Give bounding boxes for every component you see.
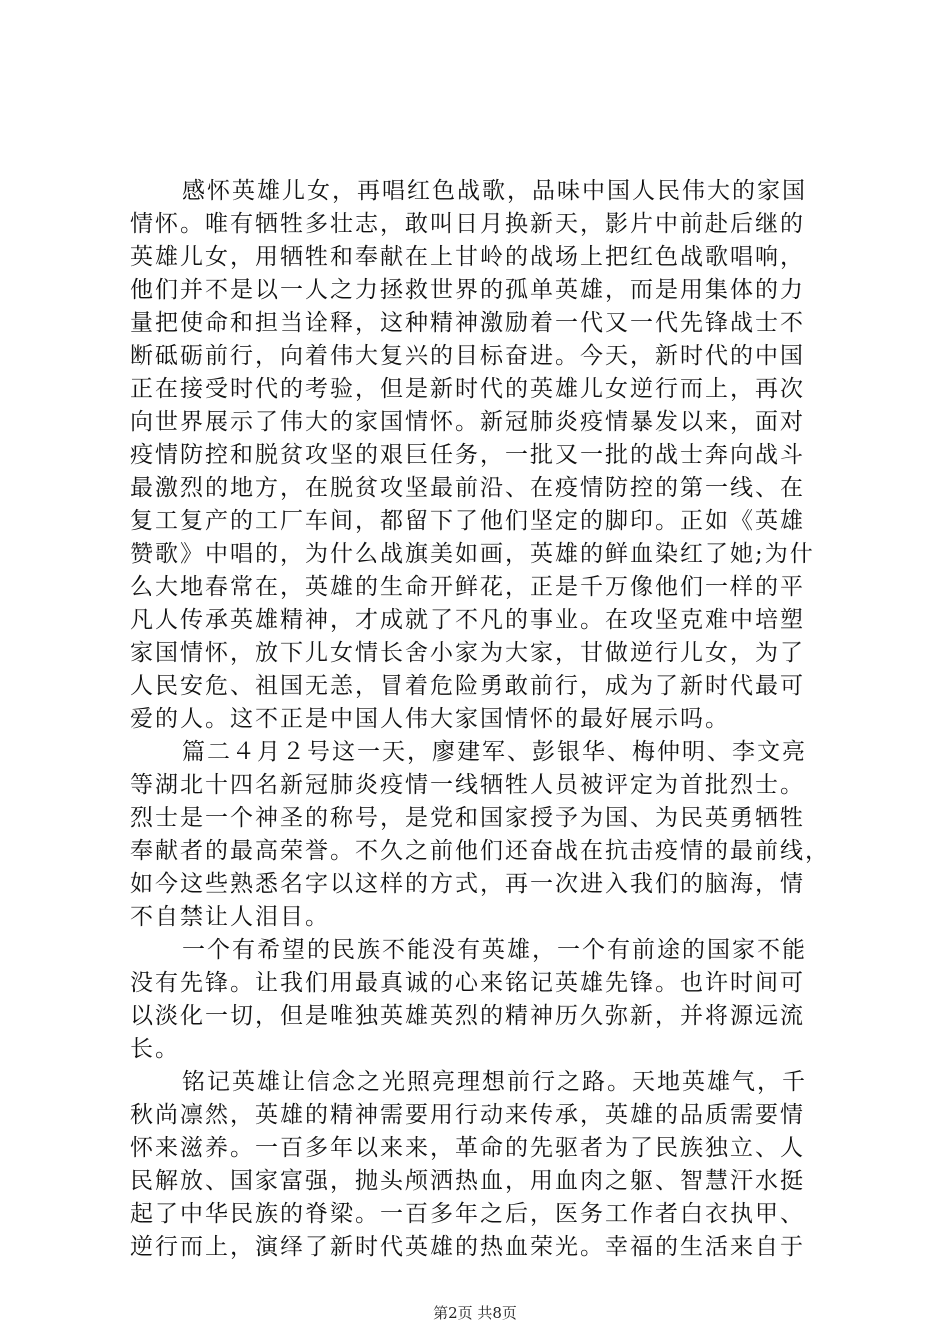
text-line: 断砥砺前行，向着伟大复兴的目标奋进。今天，新时代的中国 [130,343,805,369]
text-line: 量把使命和担当诠释，这种精神激励着一代又一代先锋战士不 [130,310,805,336]
text-line: 奉献者的最高荣誉。不久之前他们还奋战在抗击疫情的最前线， [130,838,830,864]
text-line: 感怀英雄儿女，再唱红色战歌，品味中国人民伟大的家国 [182,178,807,204]
text-line: 人民安危、祖国无恙，冒着危险勇敢前行，成为了新时代最可 [130,673,805,699]
text-line: 逆行而上，演绎了新时代英雄的热血荣光。幸福的生活来自于 [130,1234,805,1260]
text-line: 复工复产的工厂车间，都留下了他们坚定的脚印。正如《英雄 [130,508,805,534]
text-line: 如今这些熟悉名字以这样的方式，再一次进入我们的脑海，情 [130,871,805,897]
text-line: 怀来滋养。一百多年以来来，革命的先驱者为了民族独立、人 [130,1135,805,1161]
text-line: 以淡化一切，但是唯独英雄英烈的精神历久弥新，并将源远流 [130,1003,805,1029]
text-line: 不自禁让人泪目。 [130,904,330,930]
text-line: 正在接受时代的考验，但是新时代的英雄儿女逆行而上，再次 [130,376,805,402]
text-line: 英雄儿女，用牺牲和奉献在上甘岭的战场上把红色战歌唱响， [130,244,805,270]
text-line: 篇二４月２号这一天，廖建军、彭银华、梅仲明、李文亮 [182,739,807,765]
text-line: 么大地春常在，英雄的生命开鲜花，正是千万像他们一样的平 [130,574,805,600]
text-line: 起了中华民族的脊梁。一百多年之后，医务工作者白衣执甲、 [130,1201,805,1227]
text-line: 爱的人。这不正是中国人伟大家国情怀的最好展示吗。 [130,706,730,732]
text-line: 赞歌》中唱的，为什么战旗美如画，英雄的鲜血染红了她;为什 [130,541,815,567]
text-line: 等湖北十四名新冠肺炎疫情一线牺牲人员被评定为首批烈士。 [130,772,805,798]
text-line: 长。 [130,1036,180,1062]
text-line: 凡人传承英雄精神，才成就了不凡的事业。在攻坚克难中培塑 [130,607,805,633]
text-line: 最激烈的地方，在脱贫攻坚最前沿、在疫情防控的第一线、在 [130,475,805,501]
text-line: 铭记英雄让信念之光照亮理想前行之路。天地英雄气，千 [182,1069,807,1095]
text-line: 民解放、国家富强，抛头颅洒热血，用血肉之躯、智慧汗水挺 [130,1168,805,1194]
page-footer: 第2页 共8页 [433,1304,517,1322]
text-line: 情怀。唯有牺牲多壮志，敢叫日月换新天，影片中前赴后继的 [130,211,805,237]
text-line: 他们并不是以一人之力拯救世界的孤单英雄，而是用集体的力 [130,277,805,303]
text-line: 没有先锋。让我们用最真诚的心来铭记英雄先锋。也许时间可 [130,970,805,996]
text-line: 家国情怀，放下儿女情长舍小家为大家，甘做逆行儿女，为了 [130,640,805,666]
text-line: 烈士是一个神圣的称号，是党和国家授予为国、为民英勇牺牲 [130,805,805,831]
text-line: 疫情防控和脱贫攻坚的艰巨任务，一批又一批的战士奔向战斗 [130,442,805,468]
text-line: 向世界展示了伟大的家国情怀。新冠肺炎疫情暴发以来，面对 [130,409,805,435]
document-body [130,175,835,1264]
text-line: 秋尚凛然，英雄的精神需要用行动来传承，英雄的品质需要情 [130,1102,805,1128]
text-line: 一个有希望的民族不能没有英雄，一个有前途的国家不能 [182,937,807,963]
